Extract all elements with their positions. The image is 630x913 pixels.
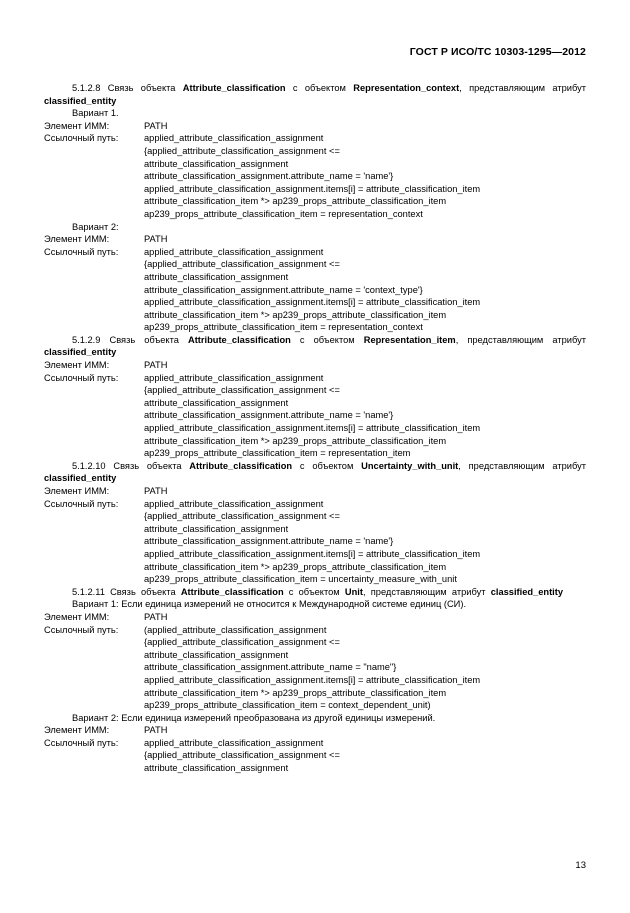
path-block-6 (144, 749, 586, 774)
path-line: attribute_classification_item *> ap239_props_attribute_classification_item (144, 561, 447, 572)
heading-attribute: classified_entity (44, 473, 117, 484)
path-line: attribute_classification_assignment (144, 271, 289, 282)
heading-number: 5.1.2.11 Связь объекта (72, 586, 181, 597)
path-line: attribute_classification_assignment.attribute_name = 'name'} (144, 171, 394, 182)
element-value: PATH (144, 360, 168, 371)
path-line: applied_attribute_classification_assignment (144, 498, 324, 509)
heading-number: 5.1.2.10 Связь объекта (72, 460, 190, 471)
path-line: attribute_classification_assignment (144, 158, 289, 169)
heading-tail: , представляющим атрибут (362, 586, 491, 597)
path-line: ap239_props_attribute_classification_item = representation_item (144, 448, 411, 459)
path-line: applied_attribute_classification_assignment.items[i] = attribute_classification_item (144, 423, 481, 434)
path-line: attribute_classification_assignment (144, 397, 289, 408)
heading-attribute: classified_entity (490, 586, 564, 597)
path-label: Ссылочный путь: (44, 372, 119, 383)
path-line: ap239_props_attribute_classification_item = representation_context (144, 322, 423, 333)
page-header (44, 0, 586, 58)
path-line: {applied_attribute_classification_assignment <= (144, 259, 340, 270)
path-block-5 (144, 636, 586, 712)
element-label: Элемент ИММ: (44, 611, 110, 622)
heading-object-1: Attribute_classification (182, 83, 286, 93)
element-row-5 (44, 611, 586, 624)
heading-tail: , представляющим атрибут (459, 83, 586, 93)
path-block-1 (144, 145, 586, 221)
path-line: {applied_attribute_classification_assignment <= (144, 511, 340, 522)
element-value: PATH (144, 120, 168, 131)
heading-attribute: classified_entity (44, 347, 117, 358)
element-label: Элемент ИММ: (44, 234, 110, 245)
variant-label-1: Вариант 1. (72, 108, 119, 119)
path-line: attribute_classification_assignment (144, 763, 289, 774)
element-row-2 (44, 233, 586, 246)
heading-object-1: Attribute_classification (188, 334, 291, 345)
element-value: PATH (144, 611, 168, 622)
path-line: attribute_classification_assignment.attribute_name = "name"} (144, 662, 397, 673)
path-line: applied_attribute_classification_assignment (144, 246, 324, 257)
path-line: applied_attribute_classification_assignment (144, 737, 324, 748)
path-line: attribute_classification_assignment.attribute_name = 'name'} (144, 410, 394, 421)
heading-mid: с объектом (292, 460, 362, 471)
element-row-4 (44, 485, 586, 498)
path-line: attribute_classification_item *> ap239_props_attribute_classification_item (144, 196, 447, 207)
path-line: attribute_classification_item *> ap239_props_attribute_classification_item (144, 309, 447, 320)
element-row-1 (44, 120, 586, 133)
path-block-2 (144, 258, 586, 334)
path-line: {applied_attribute_classification_assignment <= (144, 145, 340, 156)
heading-object-1: Attribute_classification (189, 460, 293, 471)
standard-reference: ГОСТ Р ИСО/ТС 10303-1295—2012 (409, 46, 586, 58)
heading-tail: , представляющим атрибут (458, 460, 586, 471)
path-label: Ссылочный путь: (44, 498, 119, 509)
path-row-4 (44, 498, 586, 511)
path-row-3 (44, 372, 586, 385)
heading-object-2: Representation_context (353, 83, 460, 93)
path-block-3 (144, 384, 586, 460)
section-heading-5-1-2-11 (44, 586, 586, 599)
variant-label-4: Вариант 2: Если единица измерений преобразована из другой единицы измерений. (72, 712, 436, 723)
path-line: attribute_classification_item *> ap239_props_attribute_classification_item (144, 435, 447, 446)
path-label: Ссылочный путь: (44, 737, 119, 748)
heading-mid: с объектом (283, 586, 345, 597)
heading-mid: с объектом (285, 83, 354, 93)
heading-object-2: Representation_item (363, 334, 456, 345)
path-line: attribute_classification_assignment.attribute_name = 'name'} (144, 536, 394, 547)
heading-object-1: Attribute_classification (180, 586, 284, 597)
heading-object-2: Uncertainty_with_unit (361, 460, 459, 471)
path-line: attribute_classification_assignment (144, 649, 289, 660)
element-label: Элемент ИММ: (44, 486, 110, 496)
path-line: applied_attribute_classification_assignment.items[i] = attribute_classification_item (144, 297, 481, 308)
element-row-6 (44, 724, 586, 737)
heading-number: 5.1.2.8 Связь объекта (72, 83, 183, 93)
heading-object-2: Unit (344, 586, 363, 597)
path-line: applied_attribute_classification_assignment (144, 133, 324, 144)
path-line: attribute_classification_item *> ap239_props_attribute_classification_item (144, 687, 447, 698)
section-heading-5-1-2-9 (44, 334, 586, 359)
path-row-1 (44, 132, 586, 145)
path-line: ap239_props_attribute_classification_item = context_dependent_unit) (144, 700, 431, 711)
path-label: Ссылочный путь: (44, 246, 119, 257)
path-label: Ссылочный путь: (44, 624, 119, 635)
element-label: Элемент ИММ: (44, 360, 110, 371)
page-content (44, 82, 586, 775)
path-line: applied_attribute_classification_assignment (144, 372, 324, 383)
element-row-3 (44, 359, 586, 372)
variant-label-2: Вариант 2: (72, 221, 119, 232)
path-line: applied_attribute_classification_assignment.items[i] = attribute_classification_item (144, 183, 481, 194)
path-row-5 (44, 624, 586, 637)
path-line: ap239_props_attribute_classification_item = uncertainty_measure_with_unit (144, 574, 457, 585)
heading-attribute: classified_entity (44, 95, 117, 106)
path-line: attribute_classification_assignment.attribute_name = 'context_type'} (144, 284, 423, 295)
path-line: attribute_classification_assignment (144, 523, 289, 534)
path-line: {applied_attribute_classification_assignment <= (144, 637, 340, 648)
heading-mid: с объектом (290, 334, 364, 345)
path-line: (applied_attribute_classification_assignment (144, 624, 327, 635)
element-value: PATH (144, 234, 168, 245)
path-row-2 (44, 246, 586, 259)
heading-tail: , представляющим атрибут (455, 334, 586, 345)
path-line: applied_attribute_classification_assignment.items[i] = attribute_classification_item (144, 548, 481, 559)
path-line: {applied_attribute_classification_assignment <= (144, 750, 340, 761)
element-label: Элемент ИММ: (44, 120, 110, 131)
path-line: applied_attribute_classification_assignment.items[i] = attribute_classification_item (144, 674, 481, 685)
page-number: 13 (575, 860, 586, 871)
element-label: Элемент ИММ: (44, 725, 110, 736)
path-label: Ссылочный путь: (44, 133, 119, 144)
section-heading-5-1-2-10 (44, 460, 586, 485)
heading-number: 5.1.2.9 Связь объекта (72, 334, 188, 345)
path-line: ap239_props_attribute_classification_item = representation_context (144, 208, 423, 219)
path-block-4 (144, 510, 586, 586)
path-row-6 (44, 737, 586, 750)
variant-label-3: Вариант 1: Если единица измерений не относится к Международной системе единиц (СИ). (72, 599, 467, 610)
element-value: PATH (144, 486, 168, 496)
element-value: PATH (144, 725, 168, 736)
section-heading-5-1-2-8 (44, 82, 586, 107)
path-line: {applied_attribute_classification_assignment <= (144, 385, 340, 396)
